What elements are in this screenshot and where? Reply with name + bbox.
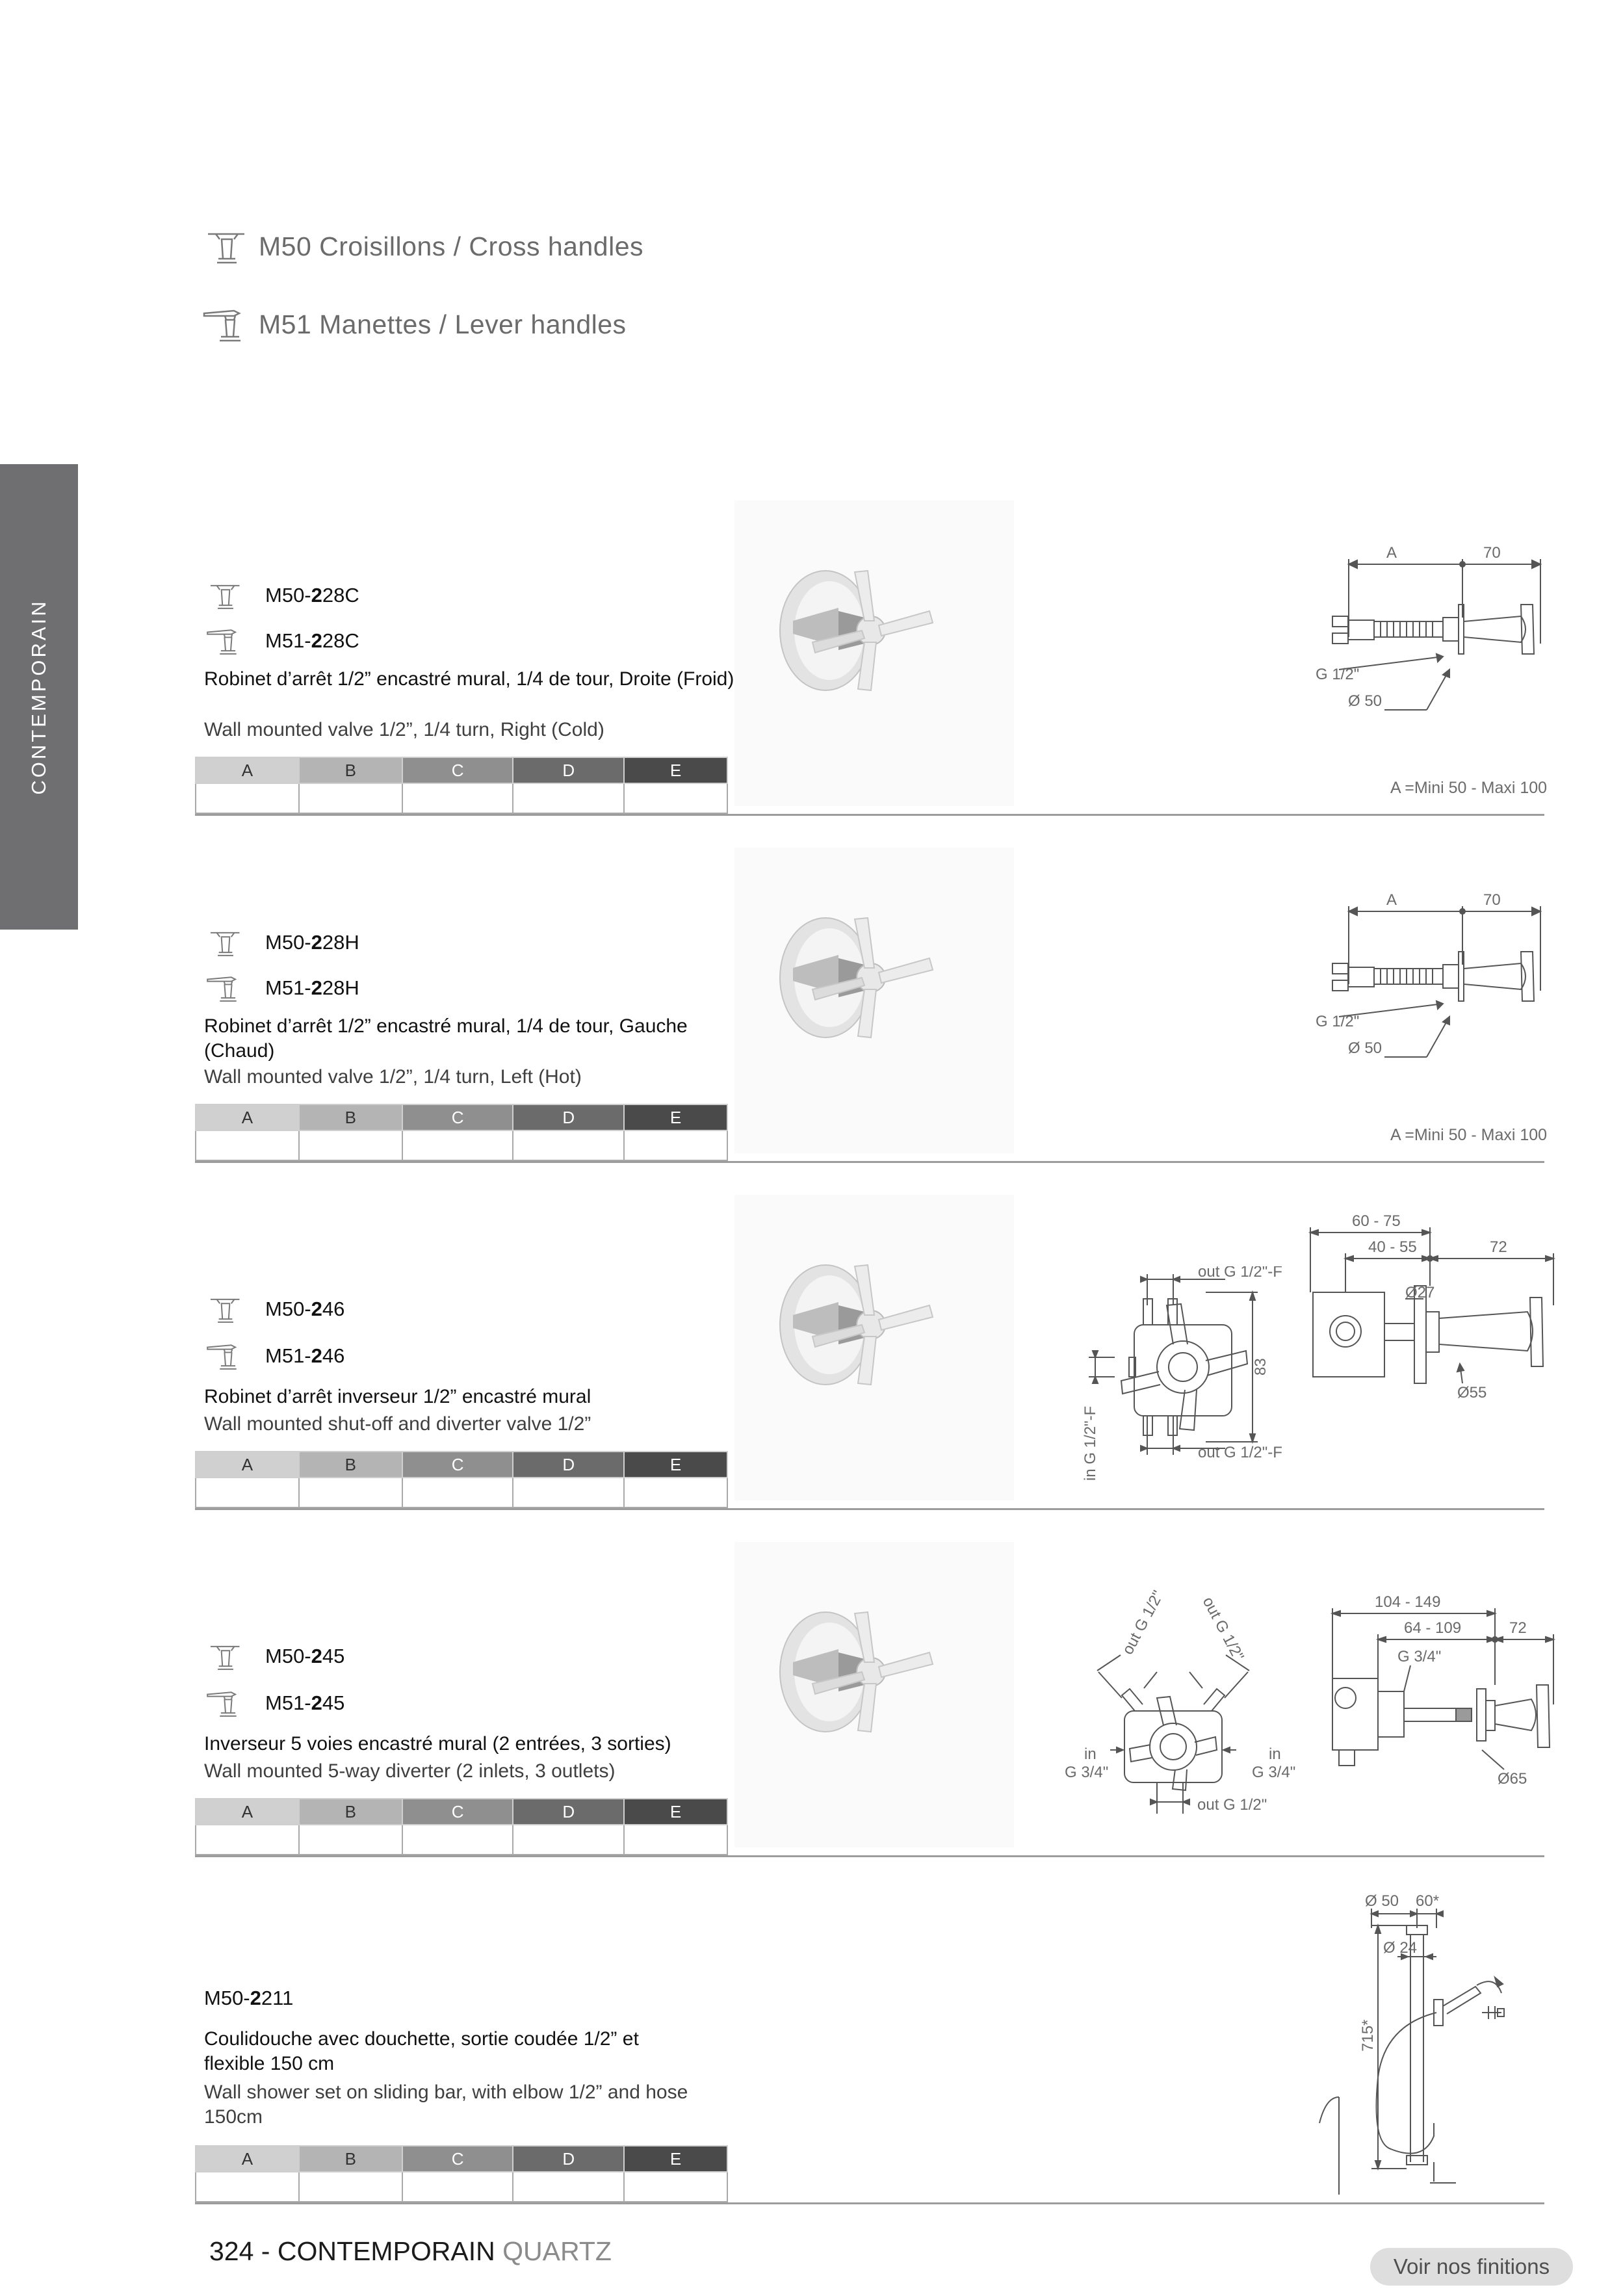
- dim-diameter: Ø 50: [1348, 1039, 1383, 1057]
- finish-header-a: A: [196, 2146, 299, 2172]
- series-name: QUARTZ: [502, 2236, 612, 2266]
- lever-handle-icon: [205, 1686, 246, 1720]
- dim-d-bar: Ø 24: [1383, 1939, 1418, 1957]
- dim-depth-total: 104 - 149: [1375, 1594, 1441, 1611]
- finish-header-c: C: [402, 2146, 513, 2172]
- dim-handle: 70: [1483, 544, 1501, 562]
- description-fr: Robinet d’arrêt 1/2” encastré mural, 1/4 de tour, Gauche (Chaud): [204, 1015, 688, 1062]
- product-photo: [767, 913, 981, 1101]
- finish-header-d: D: [513, 1104, 624, 1130]
- finish-cell[interactable]: [196, 783, 299, 813]
- product-code: M50-2211: [204, 1987, 294, 2009]
- product-code: M51-228C: [205, 624, 359, 658]
- dim-out-left: out G 1/2": [1119, 1587, 1167, 1658]
- finish-cell[interactable]: [299, 1478, 402, 1507]
- dim-out-bottom: out G 1/2"-F: [1198, 1444, 1282, 1461]
- dim-height: 83: [1252, 1358, 1269, 1376]
- finish-cell[interactable]: [299, 2172, 402, 2202]
- finish-header-b: B: [299, 757, 402, 783]
- section-divider: [195, 1855, 1544, 1857]
- finish-header-a: A: [196, 1104, 299, 1130]
- lever-handle-icon: [201, 306, 252, 343]
- legend-label: M50 Croisillons / Cross handles: [259, 231, 644, 261]
- finish-header-d: D: [513, 2146, 624, 2172]
- dim-out-right: out G 1/2": [1199, 1594, 1247, 1664]
- finish-table: [195, 757, 728, 814]
- finish-cell[interactable]: [513, 783, 624, 813]
- description-en: Wall shower set on sliding bar, with elbow 1/2” and hose 150cm: [204, 2081, 688, 2128]
- description-fr: Inverseur 5 voies encastré mural (2 entrées, 3 sorties): [204, 1733, 671, 1755]
- finish-table: [195, 2145, 728, 2202]
- product-code: M50-246: [205, 1292, 344, 1326]
- dim-thread: G 3/4": [1397, 1648, 1442, 1665]
- section-divider: [195, 1161, 1544, 1163]
- technical-drawing-front: [1076, 1266, 1323, 1487]
- technical-drawing-side: [1306, 1214, 1560, 1455]
- dim-handle: 72: [1509, 1619, 1527, 1637]
- finish-cell[interactable]: [513, 1825, 624, 1855]
- finish-header-e: E: [624, 2146, 727, 2172]
- product-code: M51-246: [205, 1339, 344, 1373]
- finish-cell[interactable]: [196, 1130, 299, 1160]
- dim-in-right-2: G 3/4": [1252, 1764, 1296, 1781]
- dim-handle: 72: [1490, 1238, 1507, 1256]
- section-tab-label: CONTEMPORAIN: [27, 599, 50, 795]
- page-number-section: 324 - CONTEMPORAIN: [209, 2236, 495, 2266]
- finish-header-e: E: [624, 1104, 727, 1130]
- section-divider: [195, 1508, 1544, 1510]
- finish-header-b: B: [299, 1452, 402, 1478]
- dimension-note: A =Mini 50 - Maxi 100: [1390, 1126, 1548, 1144]
- technical-drawing-front: [1059, 1574, 1319, 1821]
- dim-in-right-1: in: [1269, 1745, 1281, 1763]
- legend-cross-handles: [201, 228, 643, 265]
- product-code: M50-228H: [205, 926, 359, 959]
- finish-header-c: C: [402, 1452, 513, 1478]
- dim-handle: 70: [1483, 891, 1501, 909]
- finish-header-d: D: [513, 757, 624, 783]
- finish-header-b: B: [299, 1104, 402, 1130]
- dim-d-large: Ø55: [1457, 1384, 1487, 1402]
- lever-handle-icon: [205, 624, 246, 658]
- finish-cell[interactable]: [624, 1825, 727, 1855]
- finish-cell[interactable]: [402, 1825, 513, 1855]
- finish-header-a: A: [196, 1452, 299, 1478]
- finish-cell[interactable]: [299, 1130, 402, 1160]
- finish-table: [195, 1451, 728, 1508]
- finish-header-e: E: [624, 1452, 727, 1478]
- product-code: M51-245: [205, 1686, 344, 1720]
- dim-d-small: Ø27: [1405, 1284, 1435, 1301]
- description-en: Wall mounted shut-off and diverter valve 1/2”: [204, 1413, 591, 1435]
- finish-cell[interactable]: [299, 783, 402, 813]
- product-photo: [767, 1260, 981, 1448]
- finish-cell[interactable]: [513, 1478, 624, 1507]
- product-code: M50-245: [205, 1639, 344, 1673]
- finish-header-e: E: [624, 1799, 727, 1825]
- description-en: Wall mounted valve 1/2”, 1/4 turn, Right (Cold): [204, 719, 604, 740]
- technical-drawing: [1313, 540, 1560, 728]
- finish-cell[interactable]: [513, 2172, 624, 2202]
- legend-lever-handles: [201, 306, 627, 343]
- cross-handle-icon: [205, 926, 246, 959]
- finish-cell[interactable]: [624, 2172, 727, 2202]
- dim-in-left-2: G 3/4": [1065, 1764, 1109, 1781]
- product-photo: [767, 566, 981, 754]
- finish-cell[interactable]: [299, 1825, 402, 1855]
- finish-header-c: C: [402, 1799, 513, 1825]
- finish-cell[interactable]: [624, 783, 727, 813]
- finish-header-b: B: [299, 2146, 402, 2172]
- dim-diameter: Ø65: [1498, 1770, 1527, 1788]
- dim-a: A: [1386, 544, 1397, 562]
- description-fr: Coulidouche avec douchette, sortie coudée 1/2” et flexible 150 cm: [204, 2028, 639, 2074]
- dim-angle: 60*: [1416, 1892, 1440, 1910]
- product-code: M50-228C: [205, 579, 359, 612]
- page-footer-title: [209, 2236, 612, 2267]
- finish-cell[interactable]: [196, 2172, 299, 2202]
- technical-drawing: [1306, 1889, 1560, 2201]
- product-code: M51-228H: [205, 971, 359, 1005]
- finish-cell[interactable]: [196, 1825, 299, 1855]
- dim-depth-body: 64 - 109: [1404, 1619, 1462, 1637]
- finish-cell[interactable]: [196, 1478, 299, 1507]
- dim-depth-body: 40 - 55: [1368, 1238, 1417, 1256]
- description-en: Wall mounted 5-way diverter (2 inlets, 3 outlets): [204, 1760, 616, 1782]
- finish-header-c: C: [402, 757, 513, 783]
- finish-cell[interactable]: [402, 1478, 513, 1507]
- lever-handle-icon: [205, 1339, 246, 1373]
- finish-header-a: A: [196, 757, 299, 783]
- description-fr: Robinet d’arrêt 1/2” encastré mural, 1/4 de tour, Droite (Froid): [204, 668, 734, 690]
- dim-in-left: in G 1/2"-F: [1082, 1405, 1099, 1481]
- finish-cell[interactable]: [402, 1130, 513, 1160]
- dim-out-bottom: out G 1/2": [1197, 1796, 1267, 1814]
- view-finishes-button[interactable]: Voir nos finitions: [1370, 2248, 1573, 2286]
- lever-handle-icon: [205, 971, 246, 1005]
- finish-cell[interactable]: [402, 2172, 513, 2202]
- dim-out-top: out G 1/2"-F: [1198, 1266, 1282, 1281]
- dim-length: 715*: [1359, 2019, 1377, 2052]
- description-fr: Robinet d’arrêt inverseur 1/2” encastré mural: [204, 1386, 591, 1407]
- legend-label: M51 Manettes / Lever handles: [259, 309, 627, 339]
- technical-drawing-side: [1313, 1594, 1560, 1802]
- section-divider: [195, 814, 1544, 816]
- finish-cell[interactable]: [402, 783, 513, 813]
- cross-handle-icon: [205, 1292, 246, 1326]
- finish-header-d: D: [513, 1799, 624, 1825]
- section-divider: [195, 2202, 1544, 2204]
- dim-a: A: [1386, 891, 1397, 909]
- finish-cell[interactable]: [624, 1130, 727, 1160]
- dimension-note: A =Mini 50 - Maxi 100: [1390, 779, 1548, 797]
- dim-diameter: Ø 50: [1348, 692, 1383, 710]
- finish-cell[interactable]: [513, 1130, 624, 1160]
- finish-header-a: A: [196, 1799, 299, 1825]
- finish-header-c: C: [402, 1104, 513, 1130]
- cross-handle-icon: [205, 1639, 246, 1673]
- dim-thread: G 1/2": [1316, 1013, 1360, 1030]
- product-photo: [767, 1607, 981, 1795]
- finish-table: [195, 1104, 728, 1161]
- dim-depth-total: 60 - 75: [1352, 1214, 1401, 1230]
- finish-header-e: E: [624, 757, 727, 783]
- description-en: Wall mounted valve 1/2”, 1/4 turn, Left (Hot): [204, 1066, 582, 1088]
- dim-in-left-1: in: [1084, 1745, 1097, 1763]
- finish-cell[interactable]: [624, 1478, 727, 1507]
- finish-header-b: B: [299, 1799, 402, 1825]
- finish-header-d: D: [513, 1452, 624, 1478]
- technical-drawing: [1313, 887, 1560, 1075]
- dim-d-top: Ø 50: [1365, 1892, 1399, 1910]
- cross-handle-icon: [205, 579, 246, 612]
- dim-thread: G 1/2": [1316, 666, 1360, 683]
- cross-handle-icon: [201, 228, 252, 265]
- finish-table: [195, 1798, 728, 1855]
- section-tab[interactable]: [0, 464, 78, 930]
